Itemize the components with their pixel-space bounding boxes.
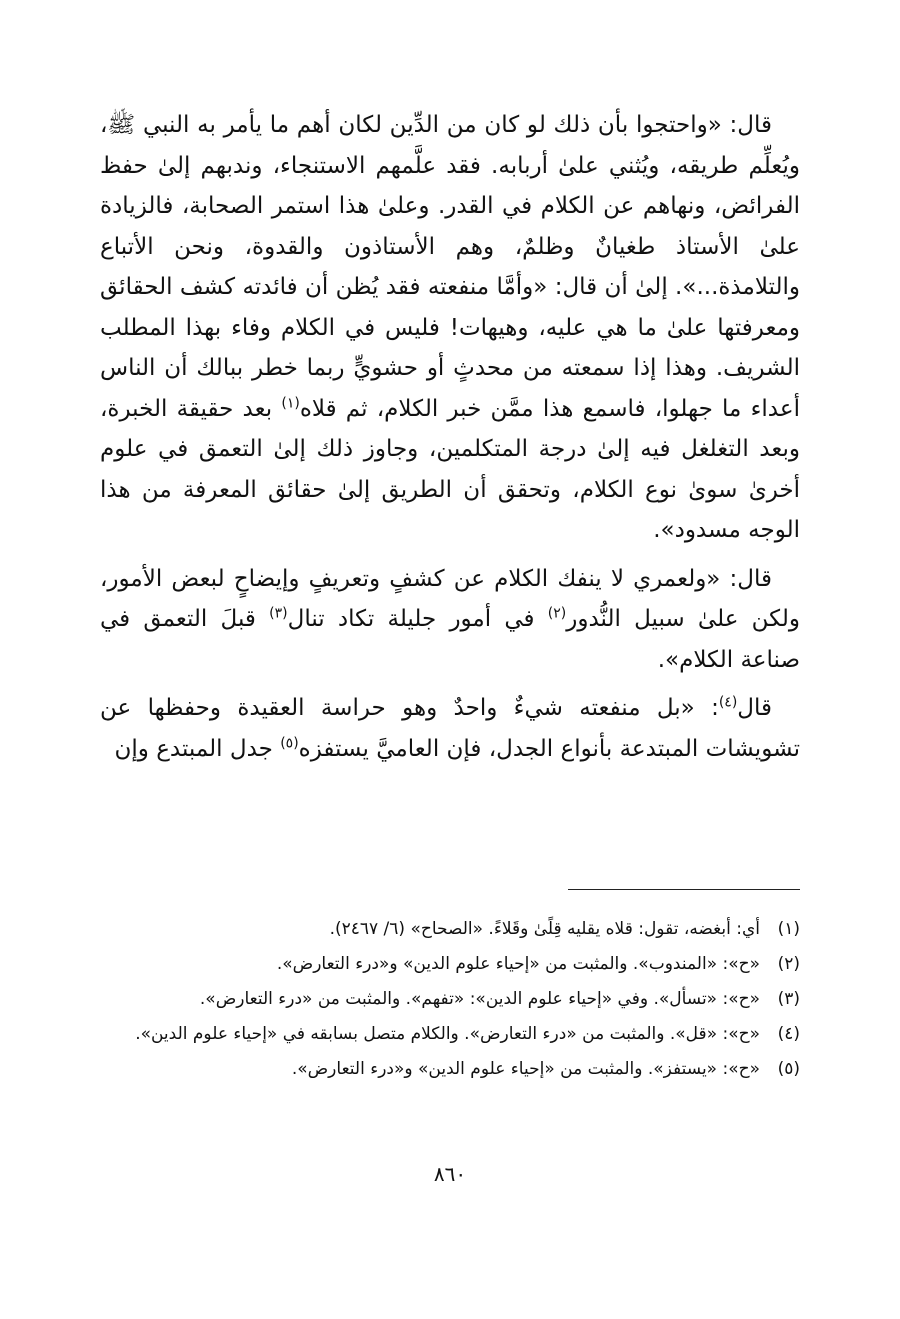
footnote-ref-4[interactable]: (٤) xyxy=(718,694,738,711)
footnote-ref-1[interactable]: (١) xyxy=(281,394,300,411)
footnote-separator xyxy=(568,889,800,890)
paragraph-3 xyxy=(100,688,800,769)
footnote-2 xyxy=(100,949,800,979)
text-run: قال: «واحتجوا بأن ذلك لو كان من الدِّين لكان أهم ما يأمر به النبي ﷺ، ويُعلِّم طريقه، ويُثني علىٰ أربابه. فقد علَّمهم الاستنجاء، وندبهم إلىٰ حفظ الفرائض، ونهاهم عن الكلام في القدر. وعلىٰ هذا استمر الصحابة، فالزيادة علىٰ الأستاذ طغيانٌ وظلمٌ، وهم الأستاذون والقدوة، ونحن الأتباع والتلامذة...». إلىٰ أن قال: «وأمَّا منفعته فقد يُظن أن فائدته كشف الحقائق ومعرفتها علىٰ ما هي عليه، وهيهات! فليس في الكلام وفاء بهذا المطلب الشريف. وهذا إذا سمعته من محدثٍ أو حشويٍّ ربما خطر ببالك أن الناس أعداء ما جهلوا، فاسمع هذا ممَّن خبر الكلام، ثم قلاه xyxy=(100,112,800,422)
footnote-text: «ح»: «يستفز». والمثبت من «إحياء علوم الدين» و«درء التعارض». xyxy=(291,1059,760,1079)
footnote-text: «ح»: «المندوب». والمثبت من «إحياء علوم الدين» و«درء التعارض». xyxy=(276,954,760,974)
text-run: قبلَ التعمق في صناعة الكلام». xyxy=(100,606,800,673)
text-run: بعد حقيقة الخبرة، وبعد التغلغل فيه إلىٰ درجة المتكلمين، وجاوز ذلك إلىٰ التعمق في علوم أخرىٰ سوىٰ نوع الكلام، وتحقق أن الطريق إلىٰ حقائق المعرفة من هذا الوجه مسدود». xyxy=(100,395,800,543)
footnote-number: (٢) xyxy=(777,954,800,974)
text-run: قال xyxy=(737,695,772,721)
footnote-5 xyxy=(100,1054,800,1084)
text-run: قال: «ولعمري لا ينفك الكلام عن كشفٍ وتعريفٍ وإيضاحٍ لبعض الأمور، ولكن علىٰ سبيل النُّدور xyxy=(100,565,800,632)
footnote-number: (١) xyxy=(777,919,800,939)
text-run: جدل المبتدع وإن xyxy=(114,735,281,762)
footnote-ref-3[interactable]: (٣) xyxy=(269,605,288,622)
footnote-number: (٤) xyxy=(777,1024,800,1044)
text-run: : «بل منفعته شيءٌ واحدٌ وهو حراسة العقيدة وحفظها عن تشويشات المبتدعة بأنواع الجدل، فإن العاميَّ يستفزه xyxy=(100,695,800,762)
footnote-ref-2[interactable]: (٢) xyxy=(547,605,567,622)
footnote-number: (٣) xyxy=(777,989,800,1009)
footnote-text: «ح»: «قل». والمثبت من «درء التعارض». والكلام متصل بسابقه في «إحياء علوم الدين». xyxy=(135,1024,760,1044)
paragraph-1 xyxy=(100,105,800,551)
footnote-text: أي: أبغضه، تقول: قلاه يقليه قِلًىٰ وقَلاءً. «الصحاح» (٦/ ٢٤٦٧). xyxy=(329,919,760,939)
footnote-number: (٥) xyxy=(777,1059,800,1079)
footnotes xyxy=(100,914,800,1089)
page-number: ٨٦٠ xyxy=(433,1162,467,1186)
footnote-4 xyxy=(100,1019,800,1049)
paragraph-2 xyxy=(100,559,800,681)
footnote-ref-5[interactable]: (٥) xyxy=(280,734,299,751)
text-run: في أمور جليلة تكاد تنال xyxy=(287,606,548,632)
main-text xyxy=(100,105,800,769)
footnote-text: «ح»: «تسأل». وفي «إحياء علوم الدين»: «تفهم». والمثبت من «درء التعارض». xyxy=(199,989,760,1009)
footnote-3 xyxy=(100,984,800,1014)
footnote-1 xyxy=(100,914,800,944)
